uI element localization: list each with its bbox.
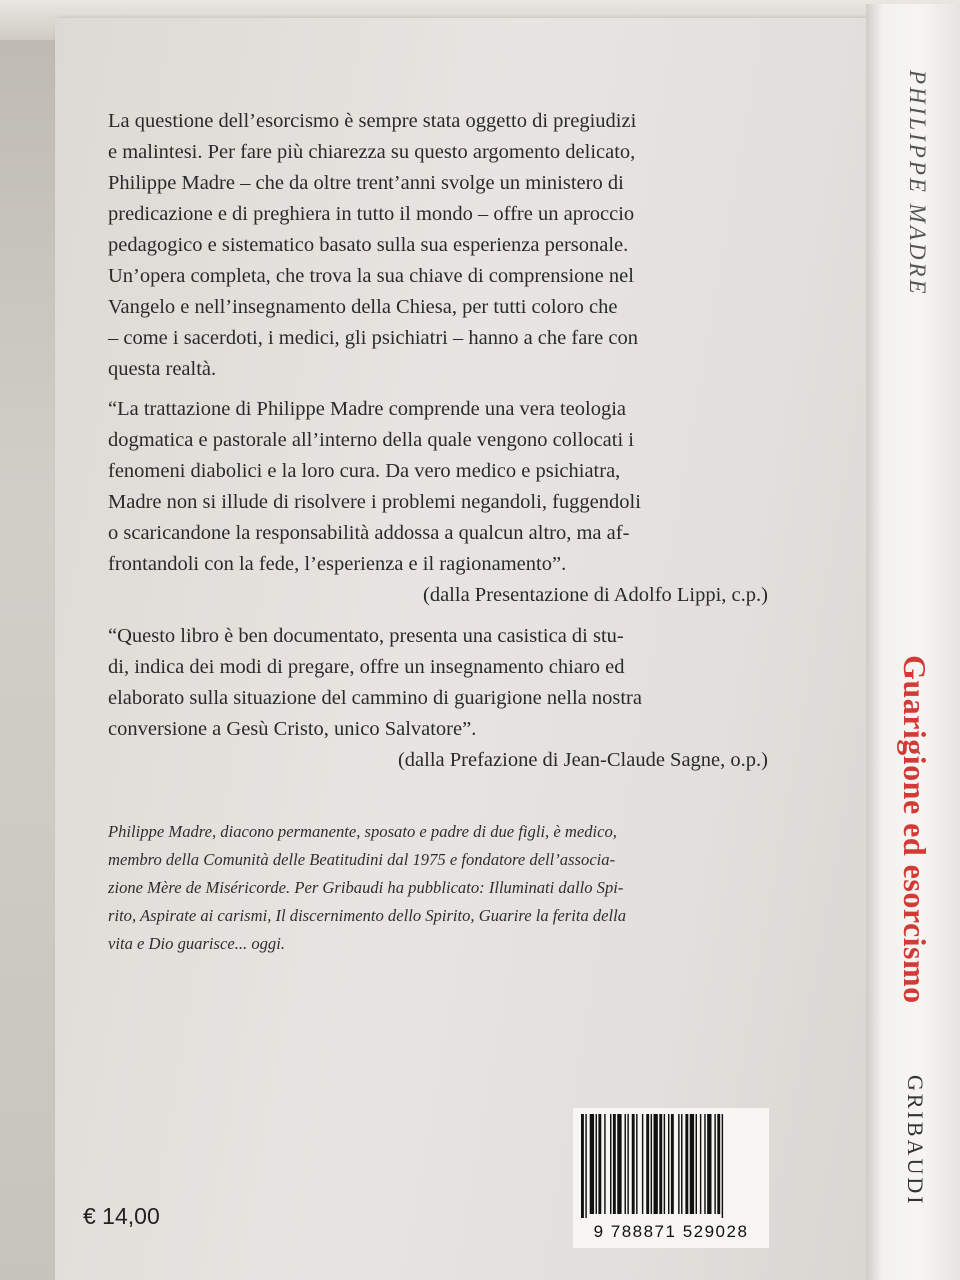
barcode-bar [651, 1114, 652, 1214]
barcode-bar [632, 1114, 635, 1214]
barcode-bar [604, 1114, 605, 1214]
text-line: zione Mère de Miséricorde. Per Gribaudi ha pubblicato: Illuminati dallo Spi- [108, 878, 624, 897]
barcode-bar [642, 1114, 643, 1214]
text-line: pedagogico e sistematico basato sulla sua esperienza personale. [108, 234, 629, 256]
text-line: dogmatica e pastorale all’interno della quale vengono collocati i [108, 429, 634, 451]
barcode-bar [685, 1114, 688, 1214]
quote-preface [108, 621, 768, 776]
text-line: predicazione e di preghiera in tutto il mondo – offre un aproccio [108, 203, 635, 225]
text-line: e malintesi. Per fare più chiarezza su questo argomento delicato, [108, 141, 636, 163]
quote-attribution: (dalla Presentazione di Adolfo Lippi, c.p.) [423, 584, 768, 606]
text-line: “La trattazione di Philippe Madre comprende una vera teologia [108, 398, 626, 420]
text-line: Madre non si illude di risolvere i problemi negandoli, fuggendoli [108, 491, 641, 513]
text-line: conversione a Gesù Cristo, unico Salvatore”. [108, 718, 477, 740]
text-line: Philippe Madre – che da oltre trent’anni svolge un ministero di [108, 172, 624, 194]
text-line: vita e Dio guarisce... oggi. [108, 934, 285, 953]
description-paragraph [108, 106, 768, 385]
spine-title: Guarigione ed esorcismo [897, 655, 933, 1004]
barcode-bar [596, 1114, 597, 1214]
quote-attribution: (dalla Prefazione di Jean-Claude Sagne, o.p.) [397, 749, 768, 771]
barcode-bar [613, 1114, 616, 1214]
text-line: frontandoli con la fede, l’esperienza e il ragionamento”. [108, 553, 567, 575]
barcode-bar [664, 1114, 665, 1214]
text-line: elaborato sulla situazione del cammino di guarigione nella nostra [108, 687, 642, 709]
text-line: di, indica dei modi di pregare, offre un insegnamento chiaro ed [108, 656, 625, 678]
barcode-bar [690, 1114, 694, 1214]
quote-presentation [108, 394, 768, 611]
barcode-bar [696, 1114, 697, 1214]
barcode-bar [671, 1114, 674, 1214]
barcode-bar [678, 1114, 679, 1214]
barcode-bar [585, 1114, 586, 1218]
author-bio [108, 818, 768, 958]
barcode-bar [707, 1114, 711, 1214]
barcode-bar [590, 1114, 594, 1214]
barcode-bar [722, 1114, 723, 1218]
text-line: – come i sacerdoti, i medici, gli psichiatri – hanno a che fare con [108, 327, 638, 349]
barcode-bar [646, 1114, 649, 1214]
barcode-bar [617, 1114, 621, 1214]
barcode [573, 1108, 769, 1248]
barcode-bar [654, 1114, 658, 1214]
barcode-bar [717, 1114, 720, 1214]
barcode-bar [625, 1114, 626, 1214]
barcode-bar [610, 1114, 611, 1214]
isbn-number: 9 788871 529028 [593, 1222, 749, 1241]
barcode-bar [714, 1114, 715, 1214]
text-line: rito, Aspirate ai carismi, Il discernimento dello Spirito, Guarire la ferita della [108, 906, 627, 925]
spine-author: PHILIPPE MADRE [905, 70, 930, 297]
spine-publisher: GRIBAUDI [903, 1075, 928, 1207]
barcode-bars [579, 1114, 763, 1218]
text-line: Philippe Madre, diacono permanente, sposato e padre di due figli, è medico, [108, 822, 617, 841]
text-line: fenomeni diabolici e la loro cura. Da vero medico e psichiatra, [108, 460, 621, 482]
barcode-bar [668, 1114, 669, 1214]
barcode-bar [704, 1114, 705, 1214]
text-line: La questione dell’esorcismo è sempre stata oggetto di pregiudizi [108, 110, 637, 132]
text-line: membro della Comunità delle Beatitudini dal 1975 e fondatore dell’associa- [108, 850, 616, 869]
text-line: Vangelo e nell’insegnamento della Chiesa, per tutti coloro che [108, 296, 618, 318]
barcode-bar [681, 1114, 682, 1214]
text-line: questa realtà. [108, 358, 217, 380]
barcode-bar [598, 1114, 601, 1214]
text-line: “Questo libro è ben documentato, presenta una casistica di stu- [108, 625, 624, 647]
barcode-bar [700, 1114, 701, 1214]
barcode-bar [636, 1114, 637, 1214]
text-line: Un’opera completa, che trova la sua chiave di comprensione nel [108, 265, 634, 287]
price-label: € 14,00 [83, 1203, 160, 1229]
barcode-bar [659, 1114, 662, 1214]
text-line: o scaricandone la responsabilità addossa a qualcun altro, ma af- [108, 522, 630, 544]
barcode-bar [627, 1114, 628, 1214]
barcode-bar [581, 1114, 584, 1218]
